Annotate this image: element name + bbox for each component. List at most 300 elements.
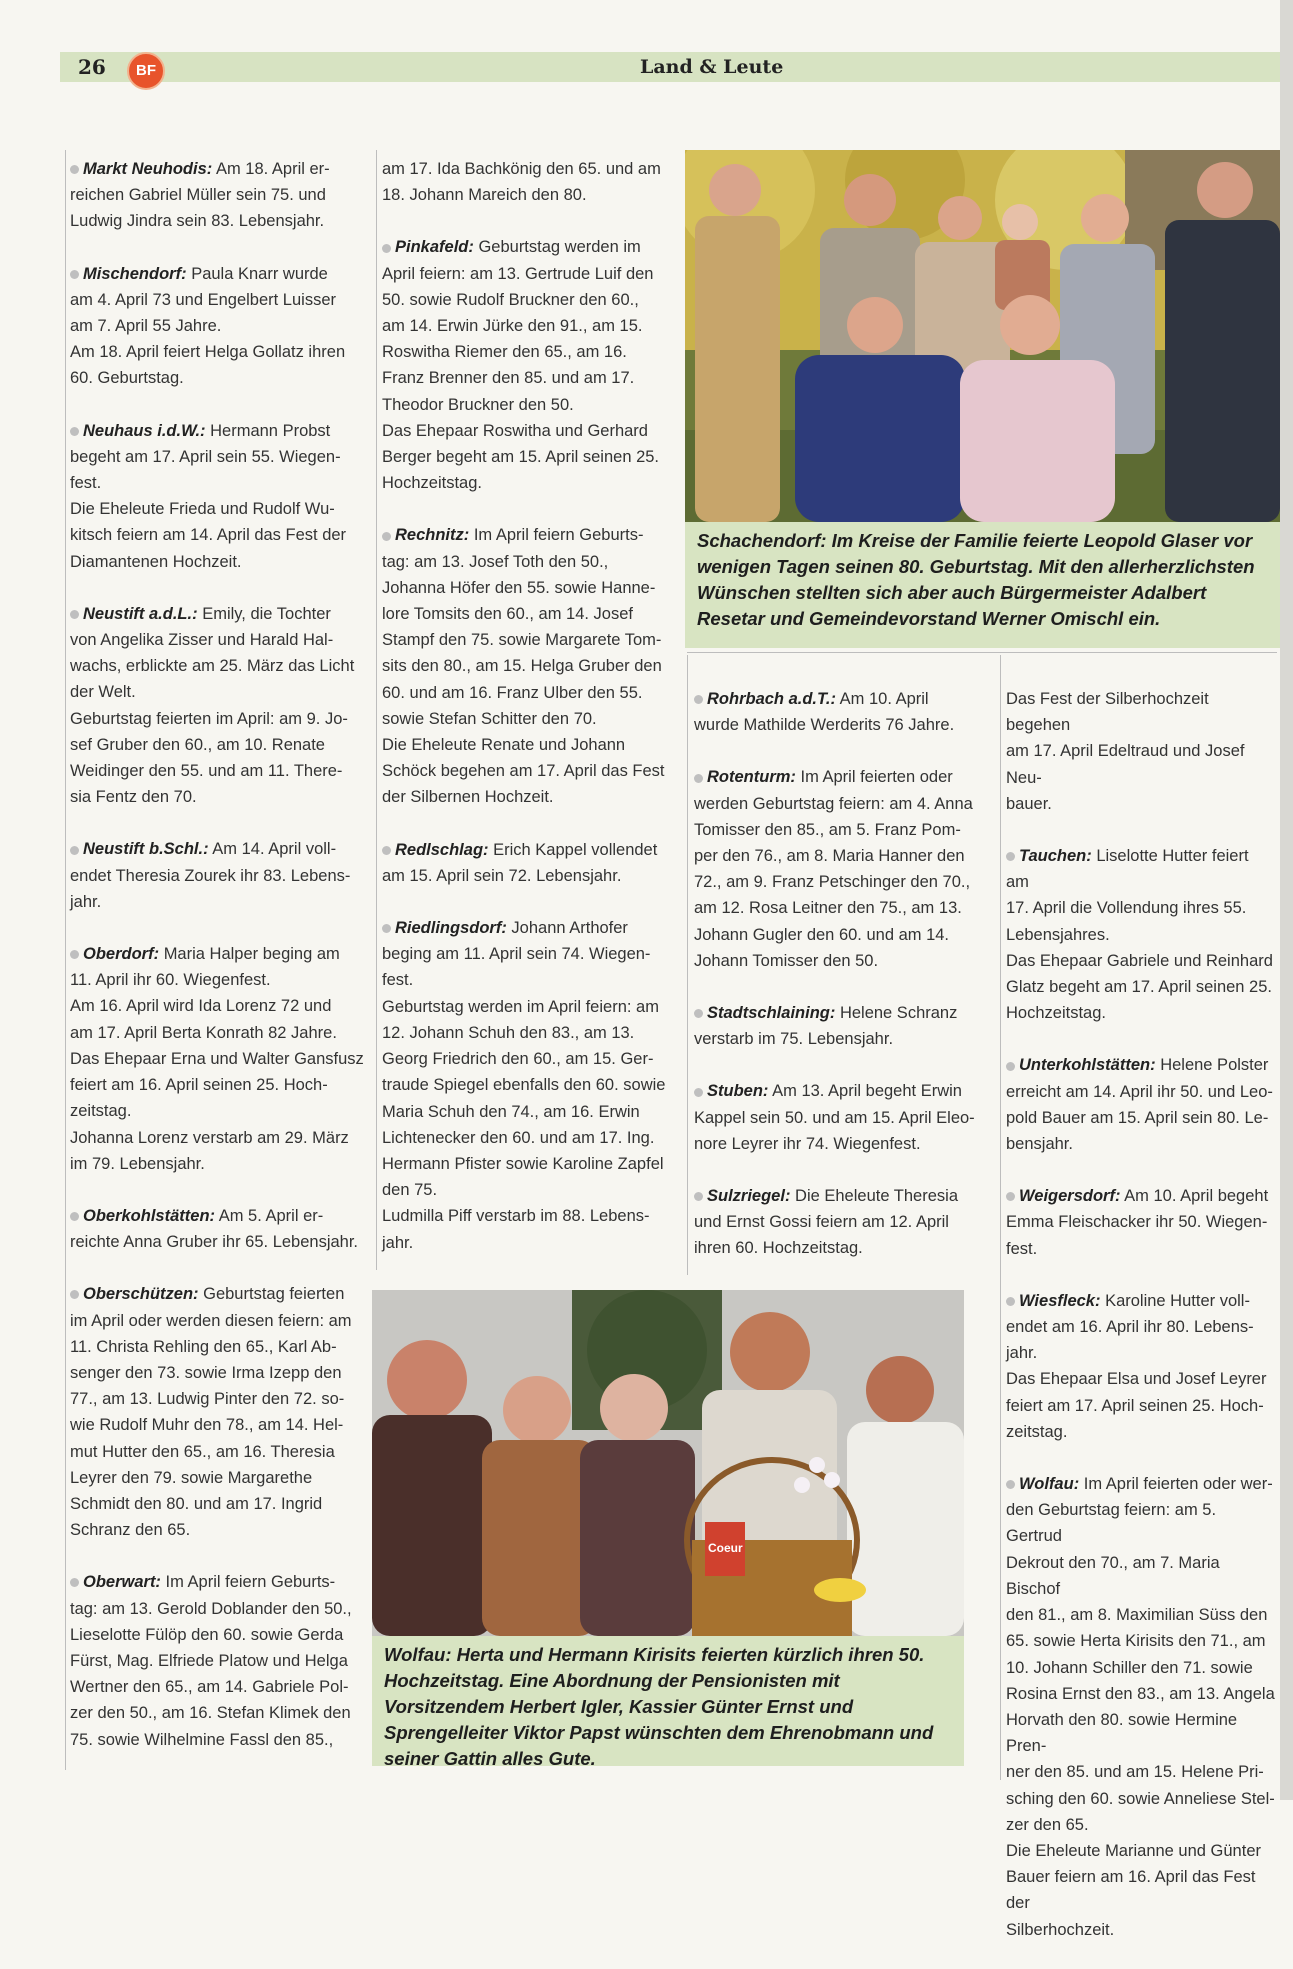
notice-line	[382, 837, 682, 863]
notice-entry	[694, 1078, 994, 1157]
notice-text: Die Eheleute Renate und Johann	[382, 736, 626, 755]
notice-line	[1006, 1812, 1276, 1838]
notice-text: wie Rudolf Muhr den 78., am 14. Hel-	[70, 1416, 344, 1435]
notice-text: sef Gruber den 60., am 10. Renate	[70, 735, 325, 754]
notice-entry	[382, 522, 682, 810]
notice-line	[694, 1105, 994, 1131]
notice-text: Horvath den 80. sowie Hermine Pren-	[1006, 1710, 1238, 1756]
notice-text: 50. sowie Rudolf Bruckner den 60.,	[382, 290, 639, 309]
place-name: Rechnitz:	[382, 526, 469, 544]
notice-line	[70, 1648, 370, 1674]
notice-text: Am 18. April er-	[215, 160, 330, 178]
column-4	[1006, 686, 1276, 1969]
notice-line	[382, 287, 682, 313]
notice-text: Die Eheleute Frieda und Rudolf Wu-	[70, 500, 335, 519]
notice-text: am 15. April sein 72. Lebensjahr.	[382, 866, 622, 885]
notice-text: feiert am 17. April seinen 25. Hoch-	[1006, 1396, 1264, 1415]
notice-entry	[1006, 686, 1276, 817]
notice-line	[70, 444, 370, 470]
notice-line	[382, 1046, 682, 1072]
notice-text: traude Spiegel ebenfalls den 60. sowie	[382, 1076, 666, 1095]
notice-line	[382, 575, 682, 601]
notice-line	[382, 1099, 682, 1125]
notice-text: 17. April die Vollendung ihres 55.	[1006, 899, 1247, 918]
place-name: Redlschlag:	[382, 841, 489, 859]
notice-text: Hermann Pfister sowie Karoline Zapfel	[382, 1154, 664, 1173]
notice-text: Wertner den 65., am 14. Gabriele Pol-	[70, 1678, 349, 1697]
notice-line	[1006, 791, 1276, 817]
notice-text: beging am 11. April sein 74. Wiegen-	[382, 945, 651, 964]
notice-text: Am 5. April er-	[218, 1206, 324, 1225]
notice-text: zeitstag.	[70, 1102, 132, 1121]
notice-line	[694, 1183, 994, 1209]
notice-line	[694, 1078, 994, 1104]
notice-text: per den 76., am 8. Maria Hanner den	[694, 847, 965, 866]
notice-line	[1006, 1314, 1276, 1340]
notice-entry	[382, 915, 682, 1256]
notice-text: Johann Gugler den 60. und am 14.	[694, 925, 950, 944]
column-rule-1	[376, 150, 377, 1270]
notice-line	[382, 1072, 682, 1098]
notice-text: den 75.	[382, 1181, 438, 1200]
place-name: Unterkohlstätten:	[1006, 1056, 1156, 1074]
notice-line	[70, 1622, 370, 1648]
notice-line	[70, 339, 370, 365]
notice-text: Lichtenecker den 60. und am 17. Ing.	[382, 1128, 655, 1147]
notice-text: bauer.	[1006, 794, 1052, 813]
notice-line	[382, 1125, 682, 1151]
notice-line	[382, 156, 682, 182]
notice-line	[1006, 1681, 1276, 1707]
notice-line	[382, 234, 682, 260]
place-name: Rohrbach a.d.T.:	[694, 690, 836, 708]
notice-line	[70, 1334, 370, 1360]
column-rule-3	[1000, 655, 1001, 1780]
notice-line	[70, 1072, 370, 1098]
notice-text: Das Fest der Silberhochzeit begehen	[1006, 690, 1209, 735]
place-name: Oberschützen:	[70, 1285, 199, 1303]
place-name: Neuhaus i.d.W.:	[70, 422, 206, 440]
notice-text: von Angelika Zisser und Harald Hal-	[70, 631, 334, 650]
notice-text: Liselotte Hutter feiert am	[1006, 847, 1249, 892]
notice-text: Roswitha Riemer den 65., am 16.	[382, 343, 627, 362]
notice-text: Geburtstag werden im April feiern: am	[382, 997, 659, 1016]
notice-text: Johann Tomisser den 50.	[694, 951, 879, 970]
notice-line	[382, 392, 682, 418]
notice-text: den 81., am 8. Maximilian Süss den	[1006, 1606, 1268, 1625]
notice-line	[70, 836, 370, 862]
column-1	[70, 156, 370, 1779]
notice-text: zer den 50., am 16. Stefan Klimek den	[70, 1704, 351, 1723]
notice-line	[382, 863, 682, 889]
notice-text: Franz Brenner den 85. und am 17.	[382, 369, 635, 388]
notice-entry	[70, 1281, 370, 1543]
notice-line	[70, 653, 370, 679]
notice-text: Das Ehepaar Erna und Walter Gansfusz	[70, 1049, 364, 1068]
notice-entry	[70, 601, 370, 811]
notice-line	[70, 993, 370, 1019]
notice-line	[70, 941, 370, 967]
notice-line	[1006, 1236, 1276, 1262]
notice-text: im April oder werden diesen feiern: am	[70, 1311, 352, 1330]
notice-text: 77., am 13. Ludwig Pinter den 72. so-	[70, 1390, 345, 1409]
notice-line	[70, 1465, 370, 1491]
notice-text: Lieselotte Fülöp den 60. sowie Gerda	[70, 1625, 344, 1644]
notice-text: sowie Stefan Schitter den 70.	[382, 709, 597, 728]
place-name: Markt Neuhodis:	[70, 160, 212, 178]
notice-line	[70, 1386, 370, 1412]
notice-text: Hochzeitstag.	[382, 474, 482, 493]
place-name: Stuben:	[694, 1082, 768, 1100]
notice-text: erreicht am 14. April ihr 50. und Leo-	[1006, 1082, 1273, 1101]
notice-text: bensjahr.	[1006, 1135, 1073, 1154]
notice-line	[70, 1229, 370, 1255]
notice-line	[382, 732, 682, 758]
notice-text: ner den 85. und am 15. Helene Pri-	[1006, 1763, 1264, 1782]
notice-text: Leyrer den 79. sowie Margarethe	[70, 1468, 313, 1487]
notice-text: am 7. April 55 Jahre.	[70, 317, 222, 336]
notice-line	[382, 941, 682, 967]
notice-line	[382, 522, 682, 548]
notice-line	[70, 1046, 370, 1072]
notice-text: April feiern: am 13. Gertrude Luif den	[382, 264, 654, 283]
notice-line	[70, 1281, 370, 1307]
notice-line	[1006, 1000, 1276, 1026]
notice-line	[694, 948, 994, 974]
notice-line	[694, 1026, 994, 1052]
anniversary-photo	[372, 1290, 964, 1636]
notice-line	[382, 444, 682, 470]
notice-entry	[70, 836, 370, 915]
notice-text: Die Eheleute Marianne und Günter	[1006, 1841, 1261, 1860]
notice-text: nore Leyrer ihr 74. Wiegenfest.	[694, 1134, 921, 1153]
notice-text: Geburtstag werden im	[478, 238, 641, 257]
notice-text: jahr.	[382, 1233, 414, 1252]
notice-line	[1006, 1209, 1276, 1235]
notice-line	[694, 1131, 994, 1157]
place-name: Mischendorf:	[70, 265, 187, 283]
notice-text: wachs, erblickte am 25. März das Licht	[70, 657, 355, 676]
notice-text: Am 10. April begeht	[1124, 1187, 1269, 1206]
notice-text: Das Ehepaar Gabriele und Reinhard	[1006, 951, 1273, 970]
notice-line	[1006, 1131, 1276, 1157]
notice-text: sia Fentz den 70.	[70, 788, 197, 807]
notice-line	[70, 1439, 370, 1465]
notice-text: Georg Friedrich den 60., am 15. Ger-	[382, 1050, 654, 1069]
notice-line	[70, 287, 370, 313]
notice-text: 75. sowie Wilhelmine Fassl den 85.,	[70, 1730, 334, 1749]
notice-line	[70, 967, 370, 993]
notice-entry	[1006, 1183, 1276, 1262]
notice-entry	[1006, 1471, 1276, 1943]
notice-line	[382, 1177, 682, 1203]
notice-line	[694, 791, 994, 817]
notice-text: 60. Geburtstag.	[70, 369, 184, 388]
family-photo	[685, 150, 1280, 522]
notice-line	[70, 522, 370, 548]
notice-line	[70, 156, 370, 182]
notice-line	[70, 1727, 370, 1753]
notice-text: Berger begeht am 15. April seinen 25.	[382, 448, 660, 467]
notice-line	[1006, 1393, 1276, 1419]
notice-text: 11. April ihr 60. Wiegenfest.	[70, 971, 271, 990]
notice-text: wurde Mathilde Werderits 76 Jahre.	[694, 716, 955, 735]
notice-line	[1006, 1183, 1276, 1209]
notice-text: 65. sowie Herta Kirisits den 71., am	[1006, 1632, 1266, 1651]
notice-line	[694, 764, 994, 790]
notice-line	[1006, 1340, 1276, 1366]
notice-entry	[70, 1569, 370, 1752]
notice-entry	[694, 1000, 994, 1052]
notice-text: sching den 60. sowie Anneliese Stel-	[1006, 1789, 1275, 1808]
notice-text: lore Tomsits den 60., am 14. Josef	[382, 605, 633, 624]
notice-text: am 17. April Berta Konrath 82 Jahre.	[70, 1023, 337, 1042]
notice-text: Am 10. April	[839, 690, 929, 708]
notice-line	[694, 686, 994, 712]
notice-text: Silberhochzeit.	[1006, 1920, 1115, 1939]
notice-text: im 79. Lebensjahr.	[70, 1154, 205, 1173]
notice-line	[1006, 1655, 1276, 1681]
notice-line	[1006, 1288, 1276, 1314]
notice-line	[1006, 1105, 1276, 1131]
place-name: Riedlingsdorf:	[382, 919, 507, 937]
notice-line	[70, 627, 370, 653]
notice-entry	[1006, 1052, 1276, 1157]
notice-line	[70, 1125, 370, 1151]
place-name: Wiesfleck:	[1006, 1292, 1100, 1310]
notice-line	[694, 869, 994, 895]
place-name: Stadtschlaining:	[694, 1004, 835, 1022]
notice-text: reichen Gabriel Müller sein 75. und	[70, 186, 326, 205]
notice-text: Am 18. April feiert Helga Gollatz ihren	[70, 343, 346, 362]
notice-text: Die Eheleute Theresia	[795, 1187, 958, 1206]
notice-line	[70, 1412, 370, 1438]
notice-line	[1006, 1838, 1276, 1864]
notice-text: endet Theresia Zourek ihr 83. Lebens-	[70, 866, 351, 885]
notice-line	[382, 601, 682, 627]
place-name: Pinkafeld:	[382, 238, 474, 256]
notice-line	[70, 1517, 370, 1543]
notice-text: Das Ehepaar Roswitha und Gerhard	[382, 421, 648, 440]
notice-entry	[70, 261, 370, 392]
notice-text: feiert am 16. April seinen 25. Hoch-	[70, 1076, 328, 1095]
notice-line	[382, 653, 682, 679]
notice-text: 12. Johann Schuh den 83., am 13.	[382, 1023, 635, 1042]
notice-line	[70, 470, 370, 496]
notice-text: mut Hutter den 65., am 16. Theresia	[70, 1442, 335, 1461]
family-photo-caption: Schachendorf: Im Kreise der Familie feierte Leopold Glaser vor wenigen Tagen seinen 80. Geburtstag. Mit den allerherzlichsten Wünschen stellten sich aber auch Bürgermeister Adalbert Resetar und Gemeindevorstand Werner Omischl ein.	[685, 522, 1280, 648]
notice-text: Stampf den 75. sowie Margarete Tom-	[382, 631, 662, 650]
notice-entry	[694, 764, 994, 974]
notice-line	[694, 843, 994, 869]
notice-text: 72., am 9. Franz Petschinger den 70.,	[694, 873, 971, 892]
notice-text: Am 16. April wird Ida Lorenz 72 und	[70, 997, 332, 1016]
notice-line	[70, 706, 370, 732]
notice-text: der Welt.	[70, 683, 136, 702]
notice-text: fest.	[382, 971, 414, 990]
notice-text: Schranz den 65.	[70, 1521, 191, 1540]
notice-text: den Geburtstag feiern: am 5. Gertrud	[1006, 1501, 1217, 1546]
notice-line	[1006, 1497, 1276, 1549]
notice-line	[382, 182, 682, 208]
place-name: Neustift a.d.L.:	[70, 605, 198, 623]
notice-line	[70, 732, 370, 758]
notice-line	[70, 1569, 370, 1595]
notice-text: Karoline Hutter voll-	[1105, 1291, 1250, 1310]
notice-text: am 12. Rosa Leitner den 75., am 13.	[694, 899, 962, 918]
notice-entry	[382, 234, 682, 496]
notice-line	[382, 680, 682, 706]
notice-entry	[70, 156, 370, 235]
notice-entry	[382, 156, 682, 208]
notice-text: der Silbernen Hochzeit.	[382, 788, 554, 807]
notice-text: kitsch feiern am 14. April das Fest der	[70, 526, 347, 545]
notice-line	[70, 679, 370, 705]
notice-text: Emma Fleischacker ihr 50. Wiegen-	[1006, 1213, 1268, 1232]
notice-line	[1006, 1864, 1276, 1916]
notice-text: begeht am 17. April sein 55. Wiegen-	[70, 447, 341, 466]
notice-text: am 17. April Edeltraud und Josef Neu-	[1006, 742, 1245, 787]
notice-line	[694, 922, 994, 948]
notice-text: am 4. April 73 und Engelbert Luisser	[70, 290, 336, 309]
notice-entry	[1006, 843, 1276, 1026]
notice-text: Tomisser den 85., am 5. Franz Pom-	[694, 820, 961, 839]
notice-line	[70, 863, 370, 889]
notice-line	[382, 418, 682, 444]
notice-text: pold Bauer am 15. April sein 80. Le-	[1006, 1108, 1269, 1127]
place-name: Rotenturm:	[694, 768, 796, 786]
notice-text: reichte Anna Gruber ihr 65. Lebensjahr.	[70, 1233, 359, 1252]
notice-line	[1006, 895, 1276, 921]
page-edge	[1280, 0, 1293, 1800]
notice-entry	[382, 837, 682, 889]
notice-line	[382, 339, 682, 365]
notice-line	[382, 758, 682, 784]
notice-line	[70, 182, 370, 208]
notice-text: Kappel sein 50. und am 15. April Eleo-	[694, 1108, 975, 1127]
notice-line	[70, 496, 370, 522]
notice-line	[382, 627, 682, 653]
place-name: Oberdorf:	[70, 945, 159, 963]
notice-line	[382, 706, 682, 732]
page-number: 26	[78, 55, 106, 79]
notice-text: und Ernst Gossi feiern am 12. April	[694, 1213, 949, 1232]
notice-line	[1006, 1759, 1276, 1785]
notice-text: Theodor Bruckner den 50.	[382, 395, 574, 414]
notice-line	[382, 470, 682, 496]
notice-line	[70, 1308, 370, 1334]
notice-text: jahr.	[1006, 1344, 1038, 1363]
notice-entry	[694, 686, 994, 738]
notice-line	[382, 1203, 682, 1229]
notice-line	[1006, 1366, 1276, 1392]
section-title: Land & Leute	[640, 56, 784, 78]
notice-line	[70, 1700, 370, 1726]
notice-text: Lebensjahres.	[1006, 925, 1110, 944]
notice-text: Johanna Höfer den 55. sowie Hanne-	[382, 578, 656, 597]
notice-line	[1006, 1550, 1276, 1602]
notice-line	[70, 1098, 370, 1124]
notice-text: jahr.	[70, 892, 102, 911]
notice-text: Weidinger den 55. und am 11. There-	[70, 762, 343, 781]
notice-line	[382, 261, 682, 287]
notice-line	[1006, 1602, 1276, 1628]
notice-text: 60. und am 16. Franz Ulber den 55.	[382, 683, 643, 702]
notice-text: fest.	[70, 474, 102, 493]
notice-text: Schöck begehen am 17. April das Fest	[382, 762, 665, 781]
notice-text: Emily, die Tochter	[202, 604, 331, 623]
notice-entry	[694, 1183, 994, 1262]
notice-text: Glatz begeht am 17. April seinen 25.	[1006, 978, 1272, 997]
notice-line	[382, 313, 682, 339]
notice-line	[382, 1020, 682, 1046]
column-rule-2	[687, 655, 688, 1275]
notice-line	[1006, 686, 1276, 738]
notice-text: Johanna Lorenz verstarb am 29. März	[70, 1128, 349, 1147]
notice-line	[382, 549, 682, 575]
notice-line	[70, 784, 370, 810]
notice-line	[1006, 1471, 1276, 1497]
notice-text: 18. Johann Mareich den 80.	[382, 186, 587, 205]
notice-text: ihren 60. Hochzeitstag.	[694, 1239, 863, 1258]
notice-line	[694, 1235, 994, 1261]
anniversary-photo-caption: Wolfau: Herta und Hermann Kirisits feierten kürzlich ihren 50. Hochzeitstag. Eine Abordnung der Pensionisten mit Vorsitzendem Herbert Igler, Kassier Günter Ernst und Sprengelleiter Viktor Papst wünschten dem Ehrenobmann und seiner Gattin alles Gute.	[372, 1636, 964, 1766]
notice-text: 10. Johann Schiller den 71. sowie	[1006, 1658, 1253, 1677]
notice-text: Dekrout den 70., am 7. Maria Bischof	[1006, 1553, 1220, 1598]
notice-text: Helene Schranz	[839, 1004, 958, 1023]
notice-text: fest.	[1006, 1239, 1038, 1258]
notice-text: Helene Polster	[1160, 1056, 1269, 1075]
notice-text: sits den 80., am 15. Helga Gruber den	[382, 657, 662, 676]
notice-line	[70, 1151, 370, 1177]
notice-line	[70, 261, 370, 287]
notice-line	[70, 208, 370, 234]
notice-line	[1006, 1707, 1276, 1759]
notice-text: Bauer feiern am 16. April das Fest der	[1006, 1868, 1256, 1913]
notice-entry	[70, 418, 370, 575]
notice-text: Ludmilla Piff verstarb im 88. Lebens-	[382, 1207, 650, 1226]
notice-line	[70, 601, 370, 627]
notice-line	[382, 967, 682, 993]
notice-line	[70, 549, 370, 575]
notice-entry	[1006, 1288, 1276, 1445]
notice-text: Am 13. April begeht Erwin	[772, 1082, 962, 1101]
notice-entry	[70, 941, 370, 1177]
notice-text: werden Geburtstag feiern: am 4. Anna	[694, 794, 973, 813]
notice-line	[70, 1203, 370, 1229]
place-name: Wolfau:	[1006, 1475, 1079, 1493]
notice-line	[1006, 843, 1276, 895]
notice-line	[694, 895, 994, 921]
notice-text: Diamantenen Hochzeit.	[70, 552, 242, 571]
notice-text: senger den 73. sowie Irma Izepp den	[70, 1363, 342, 1382]
notice-line	[70, 365, 370, 391]
notice-line	[382, 365, 682, 391]
notice-text: Erich Kappel vollendet	[493, 840, 658, 859]
notice-text: Hermann Probst	[210, 421, 331, 440]
notice-line	[694, 1000, 994, 1026]
place-name: Tauchen:	[1006, 847, 1092, 865]
notice-text: Johann Arthofer	[511, 919, 628, 938]
notice-line	[382, 994, 682, 1020]
notice-text: Im April feierten oder	[800, 768, 953, 787]
place-name: Oberkohlstätten:	[70, 1207, 215, 1225]
notice-text: Schmidt den 80. und am 17. Ingrid	[70, 1494, 323, 1513]
place-name: Sulzriegel:	[694, 1187, 790, 1205]
notice-text: 11. Christa Rehling den 65., Karl Ab-	[70, 1337, 337, 1356]
photo-rule	[687, 652, 1277, 653]
notice-line	[382, 784, 682, 810]
